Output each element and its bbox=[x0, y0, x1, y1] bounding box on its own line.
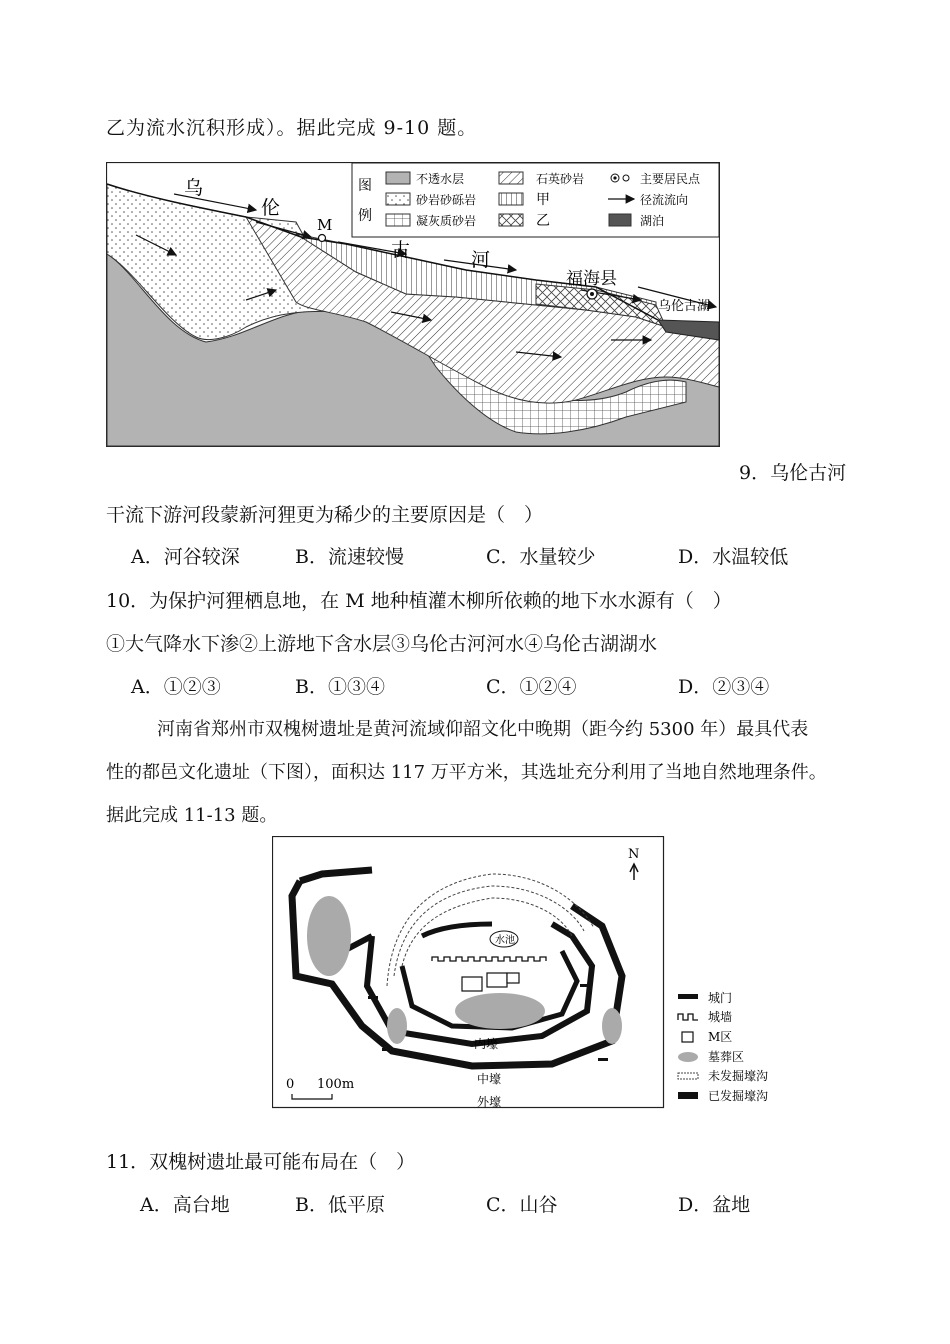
q10-option-d[interactable]: D．②③④ bbox=[678, 676, 770, 698]
intro-tail-text: 乙为流水沉积形成）。据此完成 9-10 题。 bbox=[106, 117, 478, 139]
fuhai-settlement-dot bbox=[590, 292, 594, 296]
q11-option-b[interactable]: B．低平原 bbox=[295, 1194, 385, 1216]
q10-items: ①大气降水下渗②上游地下含水层③乌伦古河河水④乌伦古湖湖水 bbox=[106, 633, 658, 655]
label-m: M bbox=[317, 216, 333, 234]
site-plan-figure bbox=[272, 836, 782, 1110]
legend-yi: 乙 bbox=[536, 213, 550, 229]
m-zone bbox=[507, 973, 519, 983]
gate-marker bbox=[382, 1048, 392, 1051]
tomb-area bbox=[602, 1008, 622, 1044]
outer-ditch-label: 外壕 bbox=[477, 1095, 502, 1109]
m-point-marker bbox=[319, 235, 326, 242]
label-fuhai: 福海县 bbox=[566, 269, 617, 289]
passage2-line1: 河南省郑州市双槐树遗址是黄河流域仰韶文化中晚期（距今约 5300 年）最具代表 bbox=[157, 719, 809, 740]
label-gu: 古 bbox=[391, 239, 411, 261]
q10-option-c[interactable]: C．①②④ bbox=[486, 676, 577, 698]
q11-option-d[interactable]: D．盆地 bbox=[678, 1194, 751, 1216]
legend-tomb: 墓葬区 bbox=[708, 1050, 745, 1064]
north-label: N bbox=[628, 847, 640, 862]
tomb-area bbox=[307, 896, 351, 976]
legend-title-2: 例 bbox=[358, 208, 372, 224]
label-he: 河 bbox=[471, 249, 491, 271]
pool-label: 水池 bbox=[495, 935, 515, 946]
legend-impermeable: 不透水层 bbox=[416, 172, 465, 186]
gate-marker bbox=[580, 984, 590, 987]
legend-excavated: 已发掘壕沟 bbox=[708, 1089, 769, 1103]
tomb-area bbox=[387, 1008, 407, 1044]
legend-wall: 城墙 bbox=[708, 1010, 733, 1024]
passage2-line3: 据此完成 11-13 题。 bbox=[106, 805, 278, 826]
gate-marker bbox=[368, 996, 378, 999]
q10-option-b[interactable]: B．①③④ bbox=[295, 676, 385, 698]
q9-option-c[interactable]: C．水量较少 bbox=[486, 546, 596, 568]
q11-option-a[interactable]: A．高台地 bbox=[140, 1194, 230, 1216]
q10-stem: 10．为保护河狸栖息地，在 M 地种植灌木柳所依赖的地下水水源有（ ） bbox=[106, 590, 732, 612]
legend-jia: 甲 bbox=[536, 192, 550, 208]
legend-runoff: 径流流向 bbox=[640, 193, 689, 207]
fig1-legend bbox=[352, 163, 719, 237]
scale-zero: 0 bbox=[286, 1077, 295, 1092]
passage2-line2: 性的都邑文化遗址（下图），面积达 117 万平方米，其选址充分利用了当地自然地理条件。 bbox=[106, 762, 827, 783]
m-zone bbox=[487, 973, 507, 987]
q9-stem-a: 9．乌伦古河 bbox=[739, 462, 847, 484]
gate-marker bbox=[598, 1058, 608, 1061]
q9-option-d[interactable]: D．水温较低 bbox=[678, 546, 789, 568]
q9-option-a[interactable]: A．河谷较深 bbox=[131, 546, 240, 568]
q9-stem-b: 干流下游河段蒙新河狸更为稀少的主要原因是（ ） bbox=[106, 504, 544, 526]
label-lake-name: 乌伦古湖 bbox=[658, 299, 711, 314]
q10-option-a[interactable]: A．①②③ bbox=[131, 676, 221, 698]
inner-ditch-label: 内壕 bbox=[474, 1037, 499, 1051]
legend-m-area: M区 bbox=[708, 1030, 733, 1044]
legend-quartz: 石英砂岩 bbox=[536, 172, 585, 186]
q9-option-b[interactable]: B．流速较慢 bbox=[295, 546, 404, 568]
tomb-area bbox=[455, 993, 545, 1029]
label-lun: 伦 bbox=[261, 197, 281, 219]
fig2-legend bbox=[678, 990, 768, 1103]
geologic-section-figure bbox=[106, 162, 720, 447]
label-wu: 乌 bbox=[184, 177, 204, 199]
legend-gate: 城门 bbox=[708, 991, 733, 1005]
legend-sandstone-gravel: 砂岩砂砾岩 bbox=[416, 193, 477, 207]
legend-tuff: 凝灰质砂岩 bbox=[416, 214, 477, 228]
legend-unexcavated: 未发掘壕沟 bbox=[708, 1069, 769, 1083]
middle-ditch-label: 中壕 bbox=[477, 1072, 502, 1086]
m-zone bbox=[462, 977, 482, 991]
q11-option-c[interactable]: C．山谷 bbox=[486, 1194, 558, 1216]
scale-hundred: 100m bbox=[317, 1077, 355, 1092]
legend-settlement: 主要居民点 bbox=[640, 172, 701, 186]
legend-lake: 湖泊 bbox=[640, 214, 665, 228]
legend-title-1: 图 bbox=[358, 178, 372, 194]
q11-stem: 11．双槐树遗址最可能布局在（ ） bbox=[106, 1151, 416, 1173]
